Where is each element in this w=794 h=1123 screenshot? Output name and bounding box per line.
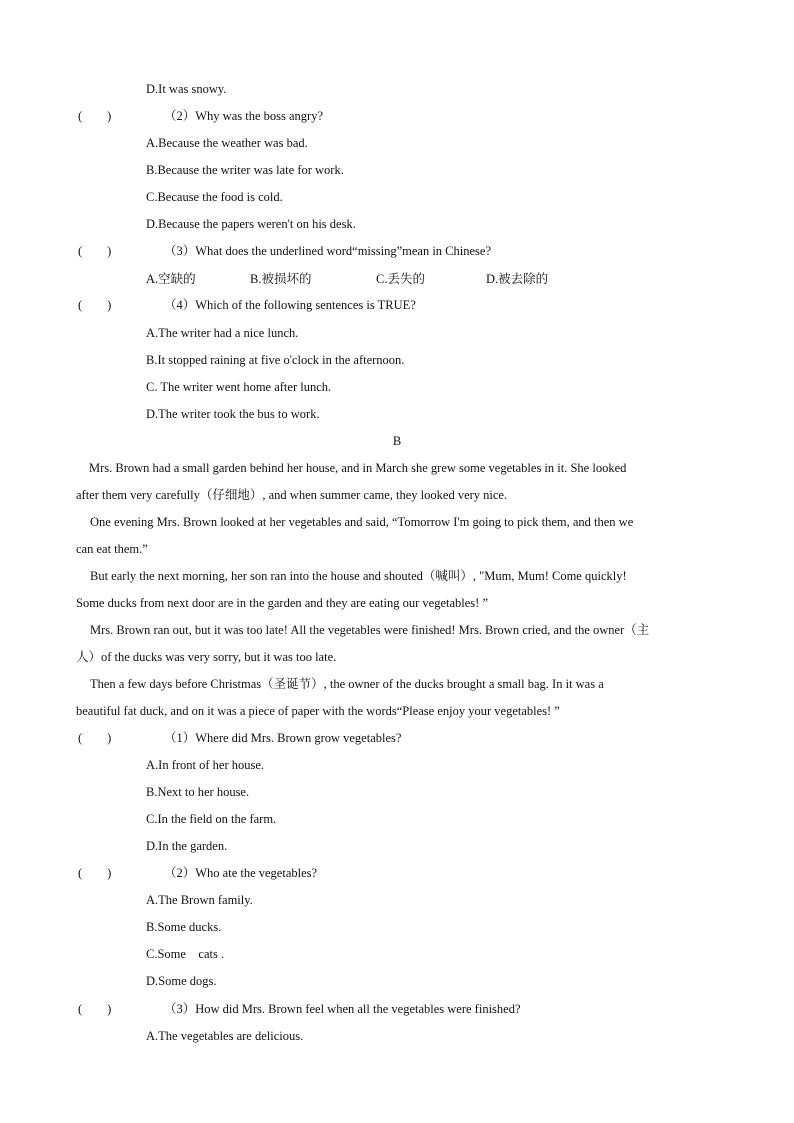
option-text: C.In the field on the farm.	[146, 812, 277, 826]
option-text: A.Because the weather was bad.	[146, 136, 308, 150]
option-text: D.被去除的	[486, 272, 549, 286]
answer-blank[interactable]: ( )	[78, 298, 112, 312]
option-text: B.被损坏的	[250, 272, 312, 286]
passage-line: One evening Mrs. Brown looked at her vegetables and said, “Tomorrow I'm going to pick them, and then we	[90, 515, 634, 529]
passage-line: after them very carefully（仔细地）, and when summer came, they looked very nice.	[76, 488, 508, 502]
option-text: C.Some cats .	[146, 947, 225, 961]
option-text: D.Because the papers weren't on his desk.	[146, 217, 356, 231]
option-text: A.空缺的	[146, 272, 196, 286]
section-heading: B	[392, 434, 402, 448]
option-text: D.It was snowy.	[146, 82, 227, 96]
question-text: （1）Where did Mrs. Brown grow vegetables?	[164, 731, 402, 745]
option-text: D.The writer took the bus to work.	[146, 407, 320, 421]
question-text: （3）How did Mrs. Brown feel when all the vegetables were finished?	[164, 1002, 521, 1016]
passage-line: Mrs. Brown had a small garden behind her house, and in March she grew some vegetables in it. She looked	[89, 461, 627, 475]
question-b2	[78, 865, 317, 881]
question-text: （2）Why was the boss angry?	[164, 109, 323, 123]
option-text: D.In the garden.	[146, 839, 228, 853]
passage-line: Then a few days before Christmas（圣诞节）, the owner of the ducks brought a small bag. In it was a	[90, 677, 604, 691]
option-text: A.The writer had a nice lunch.	[146, 326, 299, 340]
option-text: D.Some dogs.	[146, 974, 217, 988]
passage-line: Some ducks from next door are in the garden and they are eating our vegetables! ”	[76, 596, 488, 610]
question-b1	[78, 730, 401, 746]
passage-line: beautiful fat duck, and on it was a piece of paper with the words“Please enjoy your vegetables! ”	[76, 704, 560, 718]
answer-blank[interactable]: ( )	[78, 244, 112, 258]
option-text: B.Some ducks.	[146, 920, 222, 934]
option-text: C. The writer went home after lunch.	[146, 380, 332, 394]
option-text: C.Because the food is cold.	[146, 190, 283, 204]
question-b3	[78, 1001, 521, 1017]
option-text: C.丢失的	[376, 272, 425, 286]
chinese-options-row	[146, 271, 666, 287]
answer-blank[interactable]: ( )	[78, 731, 112, 745]
answer-blank[interactable]: ( )	[78, 1002, 112, 1016]
option-text: B.It stopped raining at five o'clock in the afternoon.	[146, 353, 405, 367]
option-text: B.Because the writer was late for work.	[146, 163, 344, 177]
question-a2	[78, 108, 323, 124]
passage-line: But early the next morning, her son ran into the house and shouted（喊叫）, "Mum, Mum! Come quickly!	[90, 569, 627, 583]
option-text: B.Next to her house.	[146, 785, 250, 799]
answer-blank[interactable]: ( )	[78, 109, 112, 123]
passage-line: can eat them.”	[76, 542, 148, 556]
option-text: A.The vegetables are delicious.	[146, 1029, 304, 1043]
question-a4	[78, 297, 416, 313]
question-text: （3）What does the underlined word“missing”mean in Chinese?	[164, 244, 492, 258]
passage-line: Mrs. Brown ran out, but it was too late! All the vegetables were finished! Mrs. Brown cried, and the owner（主	[90, 623, 650, 637]
answer-blank[interactable]: ( )	[78, 866, 112, 880]
option-text: A.In front of her house.	[146, 758, 265, 772]
option-text: A.The Brown family.	[146, 893, 253, 907]
question-text: （4）Which of the following sentences is TRUE?	[164, 298, 416, 312]
passage-line: 人）of the ducks was very sorry, but it was too late.	[76, 650, 337, 664]
question-a3	[78, 243, 491, 259]
question-text: （2）Who ate the vegetables?	[164, 866, 318, 880]
